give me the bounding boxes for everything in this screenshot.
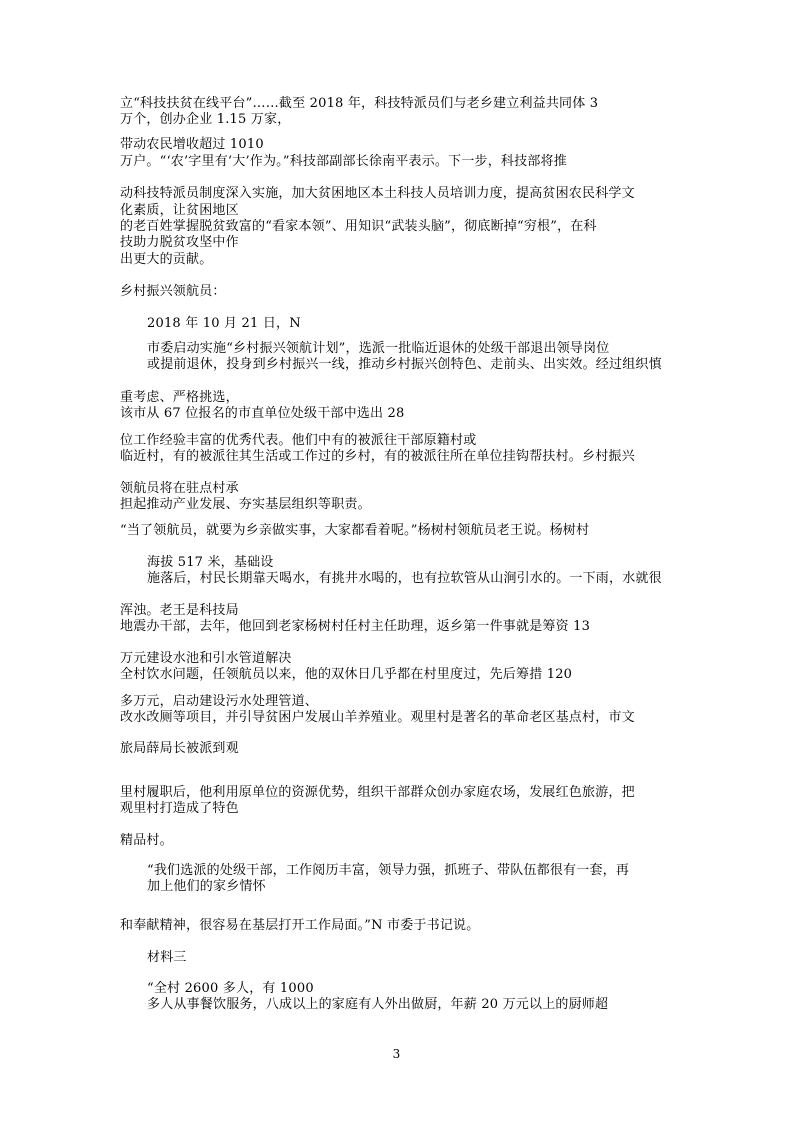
text-line: 的老百姓掌握脱贫致富的“看家本领”、用知识“武装头脑”，彻底断掉“穷根”，在科 — [120, 219, 597, 234]
text-line: 2018 年 10 月 21 日，N — [147, 316, 301, 331]
text-line: 万个，创办企业 1.15 万家， — [120, 112, 291, 127]
text-line: “我们选派的处级干部，工作阅历丰富，领导力强，抓班子、带队伍都很有一套，再 — [147, 863, 630, 878]
text-line: 海拔 517 米，基础设 — [147, 555, 274, 570]
text-line: 动科技特派员制度深入实施，加大贫困地区本土科技人员培训力度，提高贫困农民科学文 — [120, 186, 635, 201]
text-line: 担起推动产业发展、夯实基层组织等职责。 — [120, 497, 371, 512]
text-line: 和奉献精神，很容易在基层打开工作局面。”N 市委于书记说。 — [120, 918, 480, 933]
section-heading: 材料三 — [147, 950, 187, 965]
text-line: 化素质，让贫困地区 — [120, 203, 239, 218]
text-line: 改水改厕等项目，并引导贫困户发展山羊养殖业。观里村是著名的革命老区基点村，市文 — [120, 710, 635, 725]
text-line: 技助力脱贫攻坚中作 — [120, 235, 239, 250]
text-line: 万元建设水池和引水管道解决 — [120, 651, 292, 666]
text-line: 重考虑、严格挑选， — [120, 390, 239, 405]
text-line: 位工作经验丰富的优秀代表。他们中有的被派往干部原籍村或 — [120, 433, 477, 448]
text-line: 里村履职后，他利用原单位的资源优势，组织干部群众创办家庭农场，发展红色旅游，把 — [120, 785, 635, 800]
text-line: 市委启动实施“乡村振兴领航计划”，选派一批临近退休的处级干部退出领导岗位 — [147, 341, 610, 356]
text-line: 万户。“‘农’字里有‘大’作为。”科技部副部长徐南平表示。下一步，科技部将推 — [120, 154, 567, 169]
text-line: 加上他们的家乡情怀 — [147, 879, 266, 894]
text-line: 临近村，有的被派往其生活或工作过的乡村，有的被派往所在单位挂钩帮扶村。乡村振兴 — [120, 449, 635, 464]
text-line: 出更大的贡献。 — [120, 252, 213, 267]
text-line: 全村饮水问题，任领航员以来，他的双休日几乎都在村里度过，先后筹措 120 — [120, 667, 573, 682]
section-heading: 乡村振兴领航员： — [120, 284, 226, 299]
text-line: 多人从事餐饮服务，八成以上的家庭有人外出做厨，年薪 20 万元以上的厨师超 — [147, 997, 609, 1012]
text-line: 施落后，村民长期靠天喝水，有挑井水喝的，也有拉软管从山涧引水的。一下雨，水就很 — [147, 571, 662, 586]
text-line: 地震办干部，去年，他回到老家杨树村任村主任助理，返乡第一件事就是筹资 13 — [120, 619, 591, 634]
text-line: “当了领航员，就要为乡亲做实事，大家都看着呢。”杨树村领航员老王说。杨树村 — [120, 523, 590, 538]
text-line: 观里村打造成了特色 — [120, 801, 239, 816]
page-number: 3 — [392, 1047, 401, 1061]
text-line: 立“科技扶贫在线平台”……截至 2018 年，科技特派员们与老乡建立利益共同体 3 — [120, 96, 599, 111]
text-line: 该市从 67 位报名的市直单位处级干部中选出 28 — [120, 406, 405, 421]
text-line: 多万元，启动建设污水处理管道、 — [120, 694, 319, 709]
text-line: 领航员将在驻点村承 — [120, 481, 239, 496]
text-line: 浑浊。老王是科技局 — [120, 603, 239, 618]
text-line: “全村 2600 多人，有 1000 — [147, 981, 314, 996]
text-line: 带动农民增收超过 1010 — [120, 137, 264, 152]
text-line: 精品村。 — [120, 833, 173, 848]
text-line: 或提前退休，投身到乡村振兴一线，推动乡村振兴创特色、走前头、出实效。经过组织慎 — [147, 357, 662, 372]
text-line: 旅局薛局长被派到观 — [120, 741, 239, 756]
